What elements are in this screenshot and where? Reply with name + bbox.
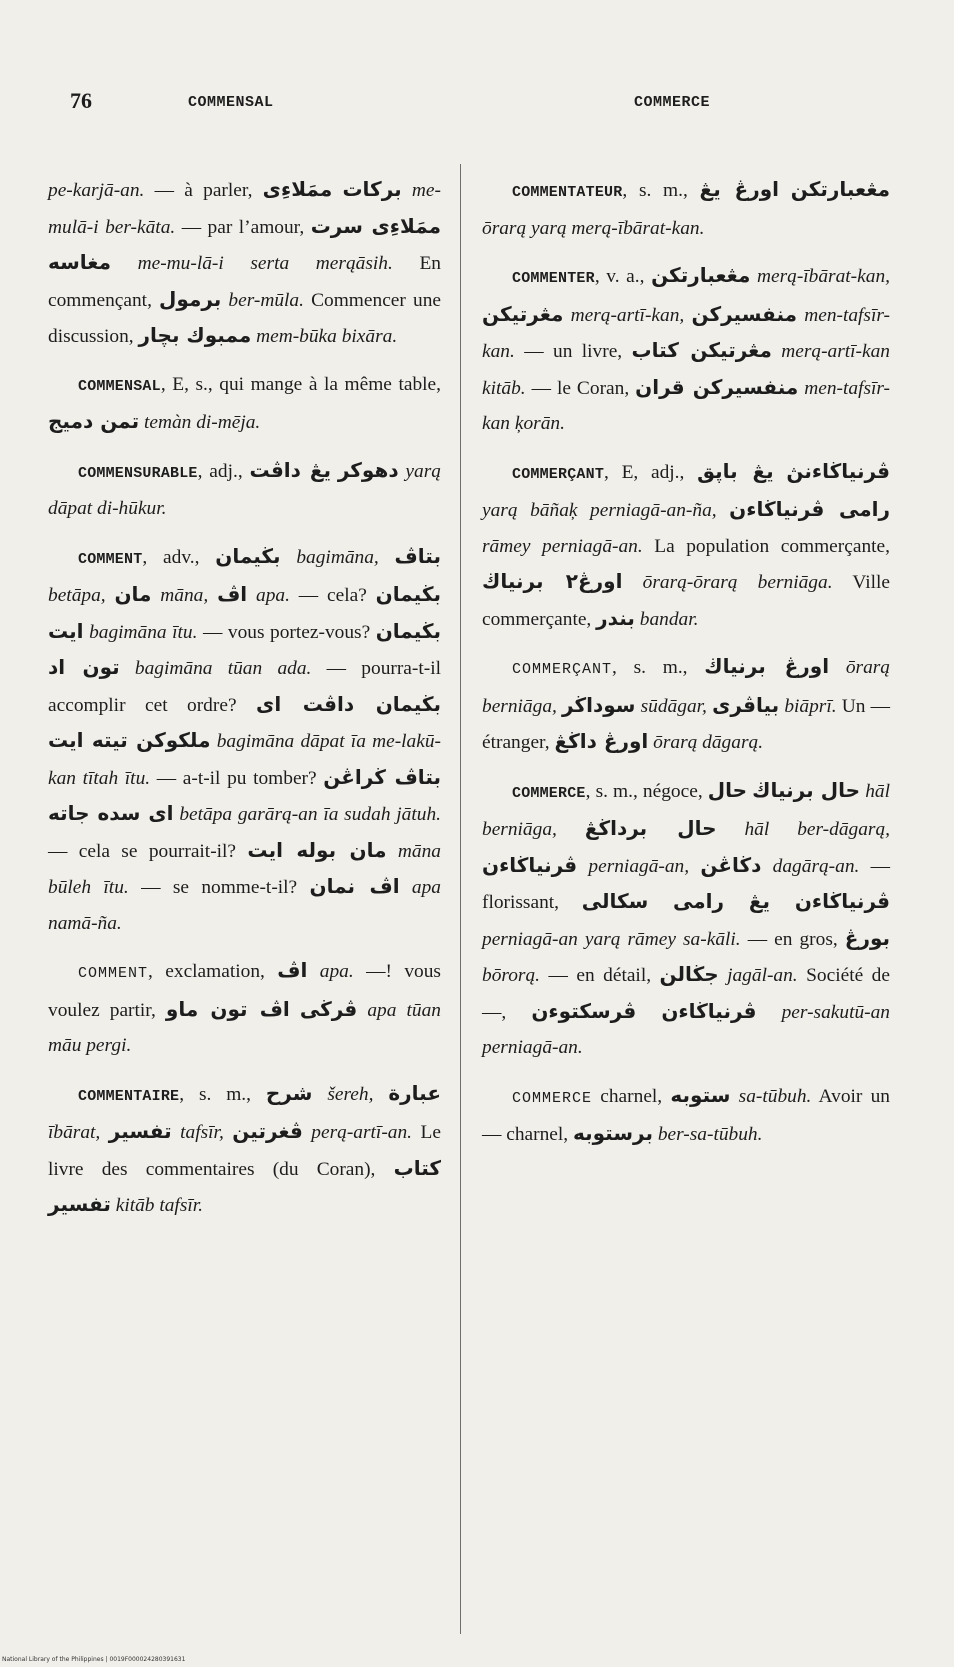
dictionary-entry <box>482 172 890 246</box>
definition-text: , E, s., qui mange à la même table, <box>160 373 441 395</box>
definition-text: — pourra-t-il accomplir cet ordre? <box>48 658 441 716</box>
definition-text <box>281 547 297 568</box>
definition-text <box>402 180 412 201</box>
jawi-text: برمول <box>159 286 222 311</box>
transliteration: ber-mūla. <box>228 289 304 311</box>
transliteration: bōrorą. <box>482 965 541 986</box>
jawi-text: اڤ <box>217 582 248 606</box>
jawi-text: حال برداڬڠ <box>584 816 717 840</box>
dictionary-entry <box>48 172 441 355</box>
transliteration: merą-ībārat-kan, <box>756 266 890 287</box>
definition-text: — a-t-il pu tomber? <box>150 767 324 789</box>
definition-text <box>379 547 395 568</box>
jawi-text: برستوبه <box>573 1121 653 1145</box>
dictionary-entry <box>482 258 890 442</box>
transliteration: apa tūan māu pergi. <box>48 999 441 1056</box>
definition-text: — en gros, <box>740 928 845 950</box>
jawi-text: تفسير <box>108 1119 172 1143</box>
dictionary-entry <box>482 1078 890 1153</box>
jawi-text: بڬيمان <box>215 543 281 568</box>
transliteration: bandar. <box>639 608 699 630</box>
definition-text: — cela? <box>289 585 376 606</box>
headword: COMMENSURABLE <box>78 464 198 482</box>
transliteration: yarą dāpat di-hūkur. <box>48 460 441 519</box>
definition-text <box>331 461 338 482</box>
scan-footer: National Library of the Philippines | 0019F000024280391631 <box>2 1656 186 1663</box>
definition-text: — cela se pourrait-il? <box>48 840 248 862</box>
transliteration: šereh, <box>327 1083 374 1105</box>
jawi-text: ڤرسكتوءن <box>531 998 637 1023</box>
definition-text <box>717 819 745 840</box>
jawi-text: عبارة <box>388 1080 441 1105</box>
jawi-text: ممبوك بچار <box>138 323 252 347</box>
transliteration: per-sakutū-an perniagā-an. <box>482 1001 890 1058</box>
definition-text <box>373 1084 388 1105</box>
definition-text <box>557 819 585 840</box>
transliteration: tafsīr, <box>180 1122 224 1143</box>
definition-text: — en détail, <box>540 965 660 986</box>
definition-text <box>208 585 217 606</box>
jawi-text: مڠرتيكن كتاب <box>631 338 772 362</box>
transliteration: kitāb tafsīr. <box>115 1195 204 1216</box>
definition-text <box>717 500 730 521</box>
definition-text: charnel, <box>592 1085 671 1107</box>
definition-text <box>563 305 570 326</box>
transliteration: jagāl-an. <box>727 965 798 986</box>
definition-text: , s. m., <box>612 657 705 678</box>
jawi-text: اڤ نمان <box>309 874 400 898</box>
transliteration: men-tafsīr-kan. <box>482 304 890 362</box>
definition-text <box>290 1000 300 1021</box>
definition-text <box>761 856 772 877</box>
definition-text: — par l’amour, <box>175 216 311 238</box>
jawi-text: بورڠ <box>844 925 891 950</box>
transliteration: betāpa, <box>48 585 106 606</box>
definition-text: Société de —, <box>482 965 890 1023</box>
headword: COMMERÇANT <box>512 465 605 483</box>
headword: COMMENT <box>78 550 143 568</box>
jawi-text: اورڠ يڠ <box>699 177 779 201</box>
transliteration: apa. <box>256 585 290 606</box>
definition-text <box>577 856 588 877</box>
dictionary-entry <box>482 454 890 638</box>
jawi-text: مان <box>114 582 152 606</box>
left-column <box>48 172 441 1236</box>
definition-text: Le livre des commentaires (du Coran), <box>48 1122 441 1180</box>
page-number: 76 <box>70 88 92 113</box>
definition-text: , s. m., négoce, <box>585 780 708 802</box>
jawi-text: بتاڤ ڬراڠن اى سده جاته <box>48 764 441 825</box>
jawi-text: بندر <box>596 605 635 630</box>
definition-text <box>829 657 846 678</box>
definition-text: — un livre, <box>514 341 632 362</box>
definition-text: Un — étranger, <box>482 695 890 753</box>
definition-text <box>756 1002 781 1023</box>
definition-text: , E, adj., <box>604 461 698 483</box>
jawi-text: مڠعبارتكن <box>651 263 751 287</box>
headword: COMMERCE <box>512 784 586 802</box>
transliteration: merą-artī-kan, <box>570 304 685 326</box>
transliteration: betāpa garārą-an īa sudah jātuh. <box>179 804 441 825</box>
definition-text <box>312 1084 327 1105</box>
jawi-text: رامى ڤرنياڬاءن <box>729 497 890 521</box>
running-head-left: COMMENSAL <box>188 94 274 111</box>
transliteration: ōrarą-ōrarą berniāga. <box>642 572 833 593</box>
dictionary-entry <box>48 453 441 527</box>
definition-text: La population commerçante, <box>642 535 890 557</box>
definition-text <box>151 585 160 606</box>
definition-text: —! vous voulez partir, <box>48 961 441 1021</box>
definition-text: Ville commerçante, <box>482 572 890 630</box>
transliteration: bagimāna ītu. <box>89 621 198 643</box>
jawi-text: سوداڬر <box>562 692 636 717</box>
transliteration: rāmey perniagā-an. <box>482 535 643 557</box>
transliteration: merą-artī-kan kitāb. <box>482 341 890 399</box>
definition-text <box>772 341 781 362</box>
transliteration: me-mu-lā-i serta merąāsih. <box>137 253 393 274</box>
jawi-text: بركات <box>342 177 402 201</box>
jawi-text: اورڠ٢ برنياڬ <box>482 569 623 593</box>
page-header <box>0 88 954 118</box>
transliteration: apa. <box>319 961 354 982</box>
transliteration: sūdāgar, <box>640 695 707 717</box>
transliteration: hāl ber-dāgarą, <box>744 819 890 840</box>
jawi-text: كتاب تفسير <box>48 1155 441 1216</box>
definition-text: Commencer une discussion, <box>48 289 441 347</box>
definition-text <box>357 1000 367 1021</box>
definition-text: , s. m., <box>179 1083 266 1105</box>
definition-text <box>400 877 412 898</box>
running-head-right: COMMERCE <box>634 94 711 111</box>
transliteration: biāprī. <box>784 695 837 717</box>
headword: COMMENTER <box>512 270 595 287</box>
definition-text: — le Coran, <box>525 377 636 399</box>
jawi-text: اورڠ داڬڠ <box>554 729 649 753</box>
headword: COMMERCE <box>512 1089 593 1107</box>
definition-text: — vous portez-vous? <box>197 621 376 643</box>
dictionary-entry <box>48 539 441 942</box>
definition-text <box>307 961 319 982</box>
headword: COMMENTAIRE <box>78 1087 180 1105</box>
transliteration: hāl berniāga, <box>482 780 890 840</box>
transliteration: ōrarą berniāga, <box>482 657 891 717</box>
jawi-text: حال برنياڬ <box>752 777 861 802</box>
jawi-text: دڬاڠن <box>700 852 762 877</box>
dictionary-entry <box>482 649 890 761</box>
definition-text <box>622 572 642 593</box>
jawi-text: بياڤرى <box>712 692 780 717</box>
jawi-text: بڬيمان ايت <box>48 582 441 643</box>
definition-text <box>172 1122 181 1143</box>
definition-text <box>120 658 135 679</box>
jawi-text: ڤرنياڬاءن <box>482 852 578 877</box>
dictionary-entry <box>48 367 441 441</box>
definition-text: En commençant, <box>48 253 441 311</box>
jawi-text: مڠعبارتكن <box>790 177 890 201</box>
transliteration: ōrarą dāgarą. <box>653 732 764 753</box>
transliteration: ōrarą yarą merą-ībārat-kan. <box>482 217 705 239</box>
transliteration: yarą bāñaķ perniagā-an-ña, <box>482 500 717 521</box>
jawi-text: منفسيركن <box>691 301 797 326</box>
definition-text <box>100 1122 109 1143</box>
column-divider <box>460 164 461 1634</box>
definition-text: , adj., <box>197 460 250 482</box>
jawi-text: تمن دميج <box>48 409 140 433</box>
headword: COMMERÇANT <box>512 661 613 678</box>
definition-text <box>111 253 138 274</box>
jawi-text: مان بوله ايت <box>247 837 387 862</box>
jawi-text: بتاڤ <box>394 543 441 568</box>
transliteration: ber-sa-tūbuh. <box>657 1124 763 1145</box>
headword: COMMENSAL <box>78 377 161 395</box>
definition-text: , exclamation, <box>148 961 278 982</box>
jawi-text: ملكوكن تيته ايت <box>48 728 211 752</box>
jawi-text: ڤرنياڬاءن يڠ رامى سكالى <box>581 889 890 913</box>
jawi-text: حال <box>707 777 748 802</box>
transliteration: dagārą-an. <box>772 855 860 877</box>
jawi-text: ستوبه <box>670 1082 731 1107</box>
definition-text <box>689 856 700 877</box>
transliteration: sa-tūbuh. <box>738 1085 812 1107</box>
transliteration: māna būleh ītu. <box>48 840 441 898</box>
jawi-text: ڤرنياڬاءنڽ <box>786 458 891 483</box>
definition-text <box>774 462 787 483</box>
jawi-text: اڤ تون ماو <box>165 996 290 1021</box>
definition-text: , adv., <box>142 546 216 568</box>
jawi-text: ڤرڬى <box>299 996 358 1021</box>
definition-text: — à parler, <box>144 180 263 201</box>
jawi-text: ڤغرتين <box>232 1119 303 1143</box>
transliteration: perą-artī-an. <box>311 1122 413 1143</box>
scan-id: 0019F000024280391631 <box>109 1656 186 1663</box>
headword: COMMENT <box>78 965 149 982</box>
transliteration: māna, <box>160 585 209 606</box>
transliteration: bagimāna dāpat īa me-lakū-kan tītah ītu. <box>48 731 441 789</box>
dictionary-entry <box>482 773 890 1066</box>
definition-text <box>387 841 398 862</box>
jawi-text: ممَلاءِى <box>262 177 333 201</box>
transliteration: bagimāna, <box>296 546 379 568</box>
transliteration: mem-būka bixāra. <box>256 326 398 347</box>
headword: COMMENTATEUR <box>512 184 623 201</box>
transliteration: men-tafsīr-kan ķorān. <box>482 377 891 434</box>
definition-text: Avoir un — charnel, <box>482 1085 890 1145</box>
transliteration: temàn di-mēja. <box>143 412 261 433</box>
definition-text: — florissant, <box>482 855 890 913</box>
jawi-text: مڠرتيكن <box>482 301 564 326</box>
jawi-text: شرح <box>265 1080 313 1105</box>
jawi-text: جڬالن <box>659 962 719 986</box>
jawi-text: بڬيمان داڤت اى <box>256 691 441 716</box>
transliteration: apa namā-ña. <box>48 877 441 934</box>
definition-text <box>730 1086 738 1107</box>
definition-text <box>332 180 342 201</box>
transliteration: pe-karjā-an. <box>48 180 145 201</box>
dictionary-entry <box>48 953 441 1064</box>
jawi-text: اڤ <box>277 958 308 982</box>
definition-text: , v. a., <box>594 266 652 287</box>
jawi-text: بڬيمان تون اد <box>48 618 441 679</box>
right-column <box>482 172 890 1165</box>
transliteration: me-mulā-i ber-kāta. <box>48 180 441 238</box>
dictionary-entry <box>48 1076 441 1224</box>
jawi-text: ممَلاءِى سرت مغاسه <box>48 213 442 274</box>
jawi-text: يڠ داڤت <box>249 457 332 482</box>
transliteration: bagimāna tūan ada. <box>134 658 312 679</box>
definition-text <box>779 180 791 201</box>
jawi-text: اورڠ برنياڬ <box>704 654 830 678</box>
definition-text <box>247 585 256 606</box>
transliteration: perniagā-an yarą rāmey sa-kāli. <box>482 928 741 950</box>
jawi-text: يڠ باڽق <box>697 458 774 483</box>
transliteration: ībārat, <box>48 1122 101 1143</box>
definition-text <box>636 1002 661 1023</box>
jawi-text: ڤرنياڬاءن <box>661 998 757 1023</box>
library-credit: National Library of the Philippines <box>2 1656 104 1663</box>
definition-text <box>719 965 727 986</box>
definition-text: , s. m., <box>622 180 700 201</box>
transliteration: perniagā-an, <box>588 855 690 877</box>
jawi-text: منفسيركن قران <box>635 374 799 399</box>
jawi-text: دهوكر <box>337 457 399 482</box>
definition-text: — se nomme-t-il? <box>128 877 310 898</box>
definition-text <box>750 266 757 287</box>
